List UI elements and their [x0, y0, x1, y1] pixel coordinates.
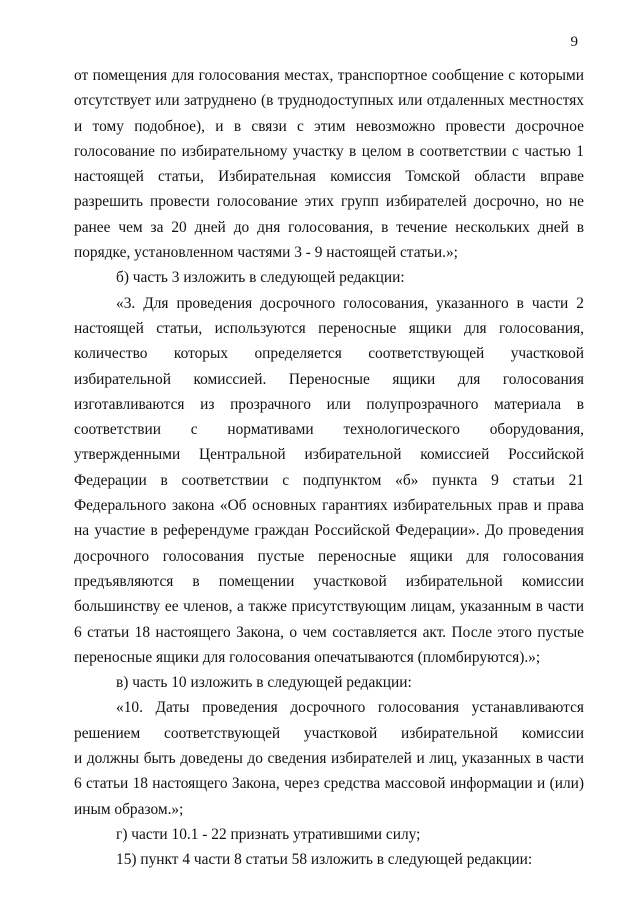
paragraph-part-10-end: и должны быть доведены до сведения избирателей и лиц, указанных в части 6 статьи 18 настоящего Закона, через средства массовой информации и (или) иным образом.»; [74, 750, 584, 818]
paragraph-part-3: «3. Для проведения досрочного голосования, указанного в части 2 настоящей статьи, используются переносные ящики для голосования, количество которых определяется соответствующей участковой избирательной комиссией. Переносные ящики для голосования изготавливаются из прозрачного или полупрозрачного материала в соответствии с нормативами технологического оборудования, утвержденными Центральной избирательной комиссией Российской Федерации в соответствии с подпунктом «б» пункта 9 статьи 21 Федерального закона «Об основных гарантиях избирательных прав и права на участие в референдуме граждан Российской Федерации». До проведения досрочного голосования пустые переносные ящики для голосования предъявляются в помещении участковой избирательной комиссии большинству ее членов, а также присутствующим лицам, указанным в части 6 статьи 18 настоящего Закона, о чем составляется акт. После этого пустые переносные ящики для голосования опечатываются (пломбируются).»; [74, 294, 584, 666]
paragraph-item-b: б) часть 3 изложить в следующей редакции: [116, 269, 405, 287]
paragraph-item-v: в) часть 10 изложить в следующей редакции: [116, 674, 412, 692]
paragraph-item-15: 15) пункт 4 части 8 статьи 58 изложить в следующей редакции: [116, 851, 533, 869]
document-body [74, 63, 584, 873]
page-number: 9 [570, 34, 578, 50]
paragraph-part-10-start: «10. Даты проведения досрочного голосования устанавливаются решением соответствующей участковой избирательной комиссии [74, 699, 584, 742]
paragraph-continuation: от помещения для голосования местах, транспортное сообщение с которыми отсутствует или затруднено (в труднодоступных или отдаленных местностях и тому подобное), и в связи с этим невозможно провести досрочное голосование по избирательному участку в целом в соответствии с частью 1 настоящей статьи, Избирательная комиссия Томской области вправе разрешить провести голосование этих групп избирателей досрочно, но не ранее чем за 20 дней до дня голосования, в течение нескольких дней в порядке, установленном частями 3 - 9 настоящей статьи.»; [74, 67, 584, 262]
paragraph-item-g: г) части 10.1 - 22 признать утратившими силу; [116, 825, 421, 843]
